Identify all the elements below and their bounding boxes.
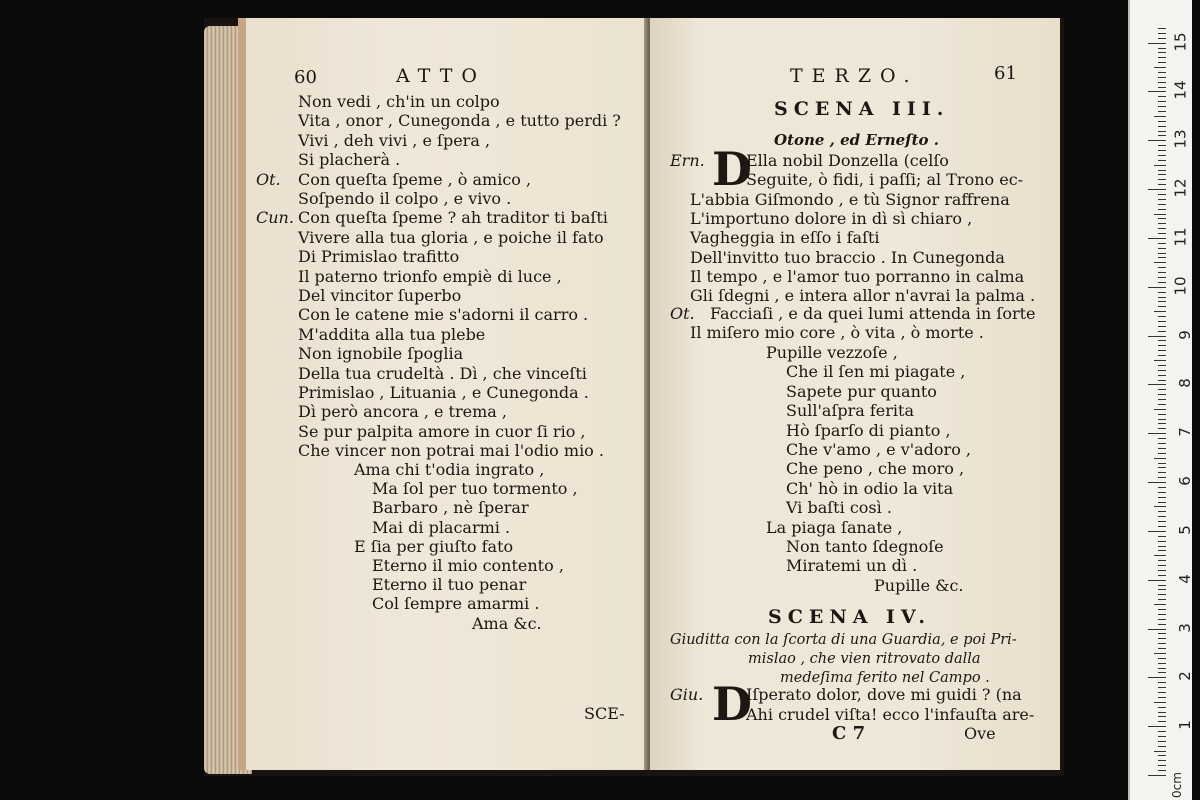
ruler-tick — [1158, 101, 1166, 102]
ruler-tick — [1158, 96, 1166, 97]
ruler-tick — [1158, 502, 1166, 503]
ruler-tick — [1158, 77, 1166, 78]
ruler-tick — [1158, 321, 1166, 322]
ruler-tick — [1158, 160, 1166, 161]
ruler-tick — [1158, 72, 1166, 73]
rubric-line: medeſima ferito nel Campo . — [780, 670, 990, 686]
verse-line: Vagheggia in eſſo i faſti — [690, 228, 880, 248]
ruler-tick — [1158, 243, 1166, 244]
ruler-tick — [1154, 116, 1166, 117]
ruler-tick — [1158, 619, 1166, 620]
verse-line: Con queſta ſpeme ? ah traditor ti baſti — [298, 208, 608, 228]
ruler-tick — [1158, 746, 1166, 747]
ruler-tick — [1158, 546, 1166, 547]
ruler-unit: 0cm — [1170, 772, 1185, 798]
ruler-label: 7 — [1176, 427, 1195, 438]
verse-line: Vivi , deh vivi , e ſpera , — [298, 130, 491, 150]
ruler-tick — [1158, 633, 1166, 634]
ruler-tick — [1158, 228, 1166, 229]
ruler-tick — [1158, 248, 1166, 249]
scene-heading-3: SCENA III. — [774, 98, 950, 120]
ruler-tick — [1158, 292, 1166, 293]
verse-line: Non ignobile ſpoglia — [298, 344, 464, 364]
ruler-tick — [1158, 443, 1166, 444]
ruler-tick — [1158, 643, 1166, 644]
ruler-tick — [1158, 145, 1166, 146]
verse-line: Iſperato dolor, dove mi guidi ? (na — [746, 685, 1022, 704]
aria-line: Sapete pur quanto — [786, 381, 937, 401]
verse-line: Che vincer non potrai mai l'odio mio . — [298, 441, 604, 461]
ruler-tick — [1158, 575, 1166, 576]
verse-line: Gli ſdegni , e intera allor n'avrai la palma . — [690, 286, 1036, 306]
aria-line: Miratemi un dì . — [786, 556, 918, 576]
ruler-tick — [1158, 257, 1166, 258]
ruler-tick — [1158, 62, 1166, 63]
aria-line: Non tanto ſdegnoſe — [786, 537, 944, 556]
scene-characters: Otone , ed Erneſto . — [774, 131, 939, 149]
ruler-tick — [1158, 692, 1166, 693]
speaker-label: Cun. — [256, 208, 294, 228]
ruler-tick — [1158, 492, 1166, 493]
ruler-tick — [1158, 663, 1166, 664]
ruler-tick — [1158, 541, 1166, 542]
ruler-label: 11 — [1171, 227, 1190, 247]
ruler-tick — [1158, 536, 1166, 537]
ruler-tick — [1158, 282, 1166, 283]
ruler-tick — [1158, 272, 1166, 273]
drop-cap-d: D — [712, 142, 752, 196]
catchword-right: Ove — [964, 724, 996, 743]
speaker-ot: Ot. — [670, 304, 695, 323]
ruler-tick — [1158, 599, 1166, 600]
drop-cap-d-2: D — [712, 677, 752, 731]
ruler-tick — [1158, 648, 1166, 649]
ruler-tick — [1154, 458, 1166, 459]
speaker-giu: Giu. — [670, 685, 704, 704]
left-page — [238, 18, 656, 770]
verse-line: M'addita alla tua plebe — [298, 324, 486, 344]
verse-line: Del vincitor ſuperbo — [298, 286, 462, 305]
page-number-right: 61 — [994, 63, 1017, 84]
ruler-tick — [1158, 453, 1166, 454]
speaker-ern: Ern. — [670, 151, 705, 170]
ruler-tick — [1158, 82, 1166, 83]
ruler-tick — [1158, 487, 1166, 488]
ruler-tick — [1158, 516, 1166, 517]
ruler-tick — [1158, 135, 1166, 136]
ruler-tick — [1158, 121, 1166, 122]
verse-line: Se pur palpita amore in cuor ſi rio , — [298, 421, 586, 441]
ruler-tick — [1158, 399, 1166, 400]
ruler-label: 4 — [1176, 573, 1195, 584]
ruler-tick — [1148, 384, 1166, 385]
ruler-tick — [1158, 380, 1166, 381]
verse-line: Facciaſi , e da quei lumi attenda in ſorte — [710, 304, 1036, 323]
ruler-tick — [1158, 672, 1166, 673]
ruler-label: 6 — [1176, 476, 1195, 486]
ruler-label: 13 — [1171, 129, 1190, 149]
ruler-tick — [1148, 43, 1166, 44]
ruler-tick — [1158, 565, 1166, 566]
ruler-tick — [1158, 570, 1166, 571]
ruler-tick — [1154, 751, 1166, 752]
aria-line: Hò ſparſo di pianto , — [786, 420, 951, 440]
ruler-tick — [1158, 770, 1166, 771]
ruler-tick — [1158, 394, 1166, 395]
ruler-tick — [1158, 389, 1166, 390]
verse-line: Si placherà . — [298, 150, 401, 170]
ruler-tick — [1158, 589, 1166, 590]
aria-line: La piaga ſanate , — [766, 517, 903, 537]
verse-line: L'importuno dolore in dì sì chiaro , — [690, 208, 973, 228]
scene-heading-4: SCENA IV. — [768, 606, 931, 628]
verse-line: L'abbia Giſmondo , e tù Signor raffrena — [690, 189, 1010, 209]
ruler-tick — [1148, 91, 1166, 92]
ruler-tick — [1148, 140, 1166, 141]
ruler-tick — [1158, 638, 1166, 639]
ruler-tick — [1158, 223, 1166, 224]
ruler-tick — [1158, 87, 1166, 88]
ruler-tick — [1158, 472, 1166, 473]
ruler-tick — [1158, 624, 1166, 625]
ruler-tick — [1158, 467, 1166, 468]
ruler-tick — [1158, 38, 1166, 39]
signature-mark: C 7 — [832, 723, 866, 744]
aria-line: Barbaro , nè ſperar — [372, 498, 529, 518]
ruler-tick — [1158, 355, 1166, 356]
ruler-tick — [1158, 585, 1166, 586]
ruler-tick — [1154, 67, 1166, 68]
ruler-label: 9 — [1176, 329, 1195, 340]
ruler-tick — [1158, 277, 1166, 278]
ruler-tick — [1148, 482, 1166, 483]
aria-line: Sull'aſpra ferita — [786, 401, 914, 421]
verse-line: Dì però ancora , e trema , — [298, 402, 507, 422]
ruler-tick — [1148, 580, 1166, 581]
ruler-tick — [1148, 775, 1166, 776]
ruler-tick — [1158, 497, 1166, 498]
running-head-left: ATTO — [396, 65, 486, 87]
ruler-tick — [1158, 204, 1166, 205]
rubric-line: mislao , che vien ritrovato dalla — [748, 651, 981, 667]
ruler-tick — [1158, 716, 1166, 717]
ruler-label: 2 — [1176, 671, 1195, 682]
ruler-tick — [1158, 301, 1166, 302]
ruler-tick — [1158, 57, 1166, 58]
verse-line: Della tua crudeltà . Dì , che vinceſti — [298, 363, 587, 383]
verse-line: Primislao , Lituania , e Cunegonda . — [298, 383, 589, 402]
ruler-tick — [1158, 365, 1166, 366]
ruler-tick — [1158, 52, 1166, 53]
ruler-tick — [1158, 477, 1166, 478]
verse-line: Seguite, ò fidi, i paſſi; al Trono ec- — [746, 170, 1024, 190]
ruler-label: 15 — [1171, 32, 1190, 52]
aria-line: Ma ſol per tuo tormento , — [372, 479, 578, 499]
ruler-tick — [1158, 233, 1166, 234]
ruler-tick — [1148, 531, 1166, 532]
verse-line: Vivere alla tua gloria , e poiche il fato — [298, 227, 604, 247]
verse-line: Non vedi , ch'in un colpo — [298, 92, 500, 111]
verse-line: Con queſta ſpeme , ò amico , — [298, 169, 532, 189]
rubric-line: Giuditta con la ſcorta di una Guardia, e poi Pri- — [670, 632, 1017, 648]
aria-line: Pupille &c. — [874, 575, 964, 595]
ruler-tick — [1158, 194, 1166, 195]
ruler-tick — [1158, 179, 1166, 180]
ruler-tick — [1158, 731, 1166, 732]
catchword-left: SCE- — [584, 704, 625, 723]
ruler-tick — [1158, 170, 1166, 171]
ruler-tick — [1158, 668, 1166, 669]
ruler-tick — [1158, 350, 1166, 351]
ruler-tick — [1148, 726, 1166, 727]
aria-line: Ama &c. — [472, 613, 542, 633]
aria-line: Che peno , che moro , — [786, 459, 965, 479]
aria-line: Eterno il tuo penar — [372, 575, 527, 595]
right-page — [650, 18, 1060, 770]
ruler-tick — [1158, 755, 1166, 756]
ruler-tick — [1158, 370, 1166, 371]
aria-line: Pupille vezzoſe , — [766, 343, 898, 362]
ruler-tick — [1154, 165, 1166, 166]
ruler-label: 1 — [1176, 720, 1195, 730]
verse-line: Ella nobil Donzella (celſo — [746, 151, 949, 170]
ruler-label: 12 — [1171, 178, 1190, 198]
ruler-tick — [1158, 614, 1166, 615]
ruler-tick — [1154, 604, 1166, 605]
ruler-tick — [1158, 463, 1166, 464]
ruler-tick — [1158, 218, 1166, 219]
ruler-tick — [1158, 150, 1166, 151]
ruler-tick — [1158, 155, 1166, 156]
ruler-tick — [1158, 438, 1166, 439]
ruler-tick — [1158, 765, 1166, 766]
ruler-tick — [1158, 209, 1166, 210]
ruler-tick — [1158, 111, 1166, 112]
ruler-tick — [1158, 448, 1166, 449]
ruler-tick — [1158, 687, 1166, 688]
ruler-tick — [1158, 560, 1166, 561]
ruler-tick — [1154, 262, 1166, 263]
verse-line: Il paterno trionfo empiè di luce , — [298, 266, 562, 286]
ruler-tick — [1158, 414, 1166, 415]
aria-line: E ſia per giuſto fato — [354, 536, 514, 556]
page-number-left: 60 — [294, 67, 317, 88]
ruler-tick — [1148, 287, 1166, 288]
ruler-tick — [1158, 297, 1166, 298]
ruler-tick — [1158, 316, 1166, 317]
ruler-tick — [1158, 736, 1166, 737]
verse-line: Soſpendo il colpo , e vivo . — [298, 189, 512, 208]
aria-line: Che il ſen mi piagate , — [786, 362, 966, 382]
ruler-label: 14 — [1171, 80, 1190, 101]
ruler-tick — [1154, 653, 1166, 654]
ruler-tick — [1148, 189, 1166, 190]
ruler-tick — [1158, 428, 1166, 429]
ruler-tick — [1158, 511, 1166, 512]
ruler-tick — [1158, 682, 1166, 683]
ruler-tick — [1158, 741, 1166, 742]
ruler-tick — [1158, 331, 1166, 332]
ruler-tick — [1158, 345, 1166, 346]
ruler-tick — [1158, 760, 1166, 761]
ruler-tick — [1158, 375, 1166, 376]
ruler-tick — [1158, 131, 1166, 132]
ruler-label: 5 — [1176, 525, 1195, 535]
verse-line: Il tempo , e l'amor tuo porranno in calma — [690, 266, 1025, 286]
ruler-tick — [1158, 326, 1166, 327]
ruler-tick — [1158, 594, 1166, 595]
verse-line: Di Primislao trafitto — [298, 247, 460, 267]
ruler-tick — [1158, 419, 1166, 420]
ruler-tick — [1158, 721, 1166, 722]
aria-line: Mai di placarmi . — [372, 517, 511, 537]
ruler-tick — [1158, 526, 1166, 527]
aria-line: Ama chi t'odia ingrato , — [354, 460, 545, 479]
ruler-tick — [1154, 555, 1166, 556]
ruler-tick — [1158, 174, 1166, 175]
ruler-tick — [1158, 697, 1166, 698]
verse-line: Ahi crudel viſta! ecco l'infauſta are- — [746, 704, 1035, 724]
ruler-tick — [1158, 126, 1166, 127]
ruler-tick — [1158, 340, 1166, 341]
ruler-tick — [1158, 404, 1166, 405]
ruler-tick — [1158, 106, 1166, 107]
ruler-tick — [1154, 214, 1166, 215]
verse-line: Vita , onor , Cunegonda , e tutto perdi ? — [298, 111, 621, 131]
ruler-tick — [1158, 712, 1166, 713]
verse-line: Dell'invitto tuo braccio . In Cunegonda — [690, 247, 1005, 267]
ruler-tick — [1158, 199, 1166, 200]
aria-line: Eterno il mio contento , — [372, 556, 564, 575]
aria-line: Col ſempre amarmi . — [372, 594, 540, 614]
ruler-tick — [1158, 550, 1166, 551]
ruler-tick — [1154, 360, 1166, 361]
measuring-ruler — [1128, 0, 1195, 800]
ruler-tick — [1158, 423, 1166, 424]
ruler-tick — [1158, 48, 1166, 49]
ruler-tick — [1154, 409, 1166, 410]
ruler-tick — [1158, 253, 1166, 254]
ruler-tick — [1158, 184, 1166, 185]
ruler-tick — [1148, 238, 1166, 239]
ruler-label: 3 — [1176, 622, 1195, 633]
ruler-label: 10 — [1171, 276, 1190, 296]
ruler-tick — [1148, 677, 1166, 678]
ruler-tick — [1158, 267, 1166, 268]
open-book — [204, 18, 1064, 776]
ruler-tick — [1158, 609, 1166, 610]
ruler-tick — [1148, 433, 1166, 434]
ruler-label: 8 — [1176, 378, 1195, 389]
ruler-tick — [1154, 311, 1166, 312]
ruler-tick — [1158, 707, 1166, 708]
aria-line: Ch' hò in odio la vita — [786, 478, 954, 498]
ruler-tick — [1154, 506, 1166, 507]
ruler-tick — [1158, 306, 1166, 307]
running-head-right: TERZO. — [790, 65, 919, 87]
speaker-label: Ot. — [256, 169, 281, 189]
ruler-tick — [1158, 521, 1166, 522]
aria-line: Che v'amo , e v'adoro , — [786, 440, 971, 459]
ruler-tick — [1158, 658, 1166, 659]
aria-line: Vi baſti così . — [786, 498, 892, 518]
ruler-tick — [1158, 33, 1166, 34]
verse-line: Il miſero mio core , ò vita , ò morte . — [690, 323, 984, 343]
ruler-tick — [1148, 336, 1166, 337]
ruler-tick — [1158, 28, 1166, 29]
ruler-tick — [1154, 702, 1166, 703]
verse-line: Con le catene mie s'adorni il carro . — [298, 305, 589, 325]
ruler-tick — [1148, 629, 1166, 630]
